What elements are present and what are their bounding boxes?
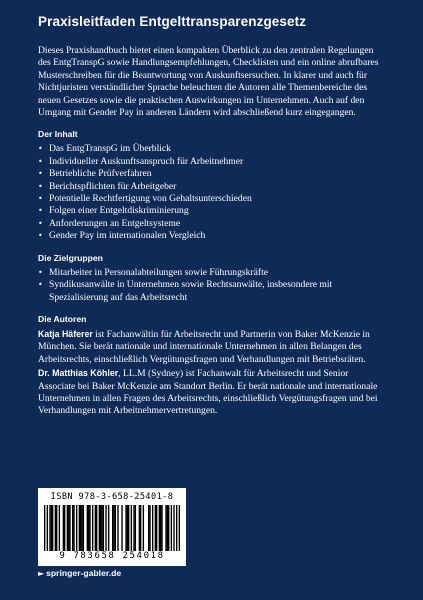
barcode-bar (149, 505, 150, 551)
intro-paragraph: Dieses Praxishandbuch bietet einen kompakten Überblick zu den zentralen Regelungen des EntgTranspG sowie Handlungsempfehlungen, Checklisten und ein online abrufbares Musterschreiben für die Beantwortung von Auskunftsersuchen. In klarer und auch für Nichtjuristen verständlicher Sprache beleuchten die Autoren alle Themenbereiche des neuen Gesetzes sowie die praktischen Auswirkungen im Unternehmen. Auch auf den Umgang mit Gender Pay in anderen Ländern wird abschließend kurz eingegangen. (38, 45, 379, 119)
barcode-bar (179, 505, 180, 551)
barcode-bar (47, 505, 48, 551)
barcode-bar (121, 505, 122, 551)
barcode-bar (44, 505, 45, 551)
barcode-bar (92, 505, 93, 551)
list-item: • Berichtspflichten für Arbeitgeber (38, 181, 387, 193)
barcode-bar (69, 505, 70, 551)
barcode-bar (83, 505, 84, 551)
barcode-bar (140, 505, 141, 551)
barcode-bar (88, 505, 89, 551)
audience-heading: Die Zielgruppen (38, 252, 103, 263)
barcode-bar (117, 505, 118, 551)
list-item: • Gender Pay im internationalen Vergleich (38, 230, 387, 242)
barcode-bar (159, 505, 160, 551)
barcode-bar (115, 505, 116, 551)
barcode-bar (95, 505, 96, 551)
barcode-bar (52, 505, 53, 551)
barcode-bar (51, 505, 52, 551)
barcode-bar (156, 505, 157, 551)
list-item: • Anforderungen an Entgeltsysteme (38, 218, 387, 230)
barcode-bar (160, 505, 161, 551)
barcode-bar (131, 505, 132, 551)
barcode-bars (44, 505, 180, 551)
publisher-link[interactable] (38, 568, 121, 578)
list-item: • Potentielle Rechtfertigung von Gehaltsunterschieden (38, 193, 387, 205)
barcode-bar (128, 505, 129, 551)
barcode-bar (87, 505, 88, 551)
book-title: Praxisleitfaden Entgelttransparenzgesetz (38, 14, 307, 29)
publisher-label: springer-gabler.de (46, 568, 122, 578)
barcode-digits: 9 783658 254018 (59, 551, 165, 561)
list-item: • Betriebliche Prüfverfahren (38, 168, 387, 180)
barcode-bar (99, 505, 100, 551)
contents-list (38, 143, 387, 242)
list-item: • Individueller Auskunftsanspruch für Arbeitnehmer (38, 156, 387, 168)
barcode-bar (59, 505, 60, 551)
barcode-bar (148, 505, 149, 551)
barcode-bar (55, 505, 56, 551)
barcode-bar (49, 505, 50, 551)
audience-list (38, 267, 387, 304)
barcode-bar (72, 505, 73, 551)
barcode-bar (173, 505, 174, 551)
list-item: • Mitarbeiter in Personalabteilungen sowie Führungskräfte (38, 267, 387, 279)
barcode-bar (96, 505, 97, 551)
barcode-bar (161, 505, 162, 551)
barcode-bar (100, 505, 101, 551)
barcode-bar (56, 505, 57, 551)
barcode-bar (133, 505, 134, 551)
barcode-bar (127, 505, 128, 551)
barcode-bar (89, 505, 90, 551)
author-name: Dr. Matthias Köhler (38, 368, 119, 379)
barcode-bar (171, 505, 172, 551)
barcode-bar (143, 505, 144, 551)
barcode-bar (167, 505, 168, 551)
barcode-bar (80, 505, 81, 551)
contents-heading: Der Inhalt (38, 129, 78, 140)
list-item: • Folgen einer Entgeltdiskriminierung (38, 205, 387, 217)
barcode-bar (81, 505, 82, 551)
barcode-bar (105, 505, 106, 551)
barcode-bar (113, 505, 114, 551)
barcode-bar (139, 505, 140, 551)
barcode-bar (165, 505, 166, 551)
barcode-bar (64, 505, 65, 551)
barcode-bar (79, 505, 80, 551)
arrow-right-icon: ► (38, 568, 45, 578)
list-item: • Syndikusanwälte in Unternehmen sowie Rechtsanwälte, insbesondere mit Spezialisierung auf das Arbeitsrecht (38, 279, 387, 304)
barcode-bar (135, 505, 136, 551)
barcode-bar (63, 505, 64, 551)
barcode-bar (101, 505, 102, 551)
barcode-bar (103, 505, 104, 551)
isbn-barcode (38, 488, 186, 566)
barcode-bar (108, 505, 109, 551)
author-description: ist Fachanwältin für Arbeitsrecht und Partnerin von Baker McKenzie in München. Sie berät nationale und internationale Unternehmen in allen Belangen des Arbeitsrechts, einschließlich Vergütungsfragen und Verhandlungen mit Betriebsräten. (38, 328, 370, 365)
barcode-bar (112, 505, 113, 551)
author-name: Katja Häferer (38, 328, 93, 339)
barcode-bar (125, 505, 126, 551)
barcode-bar (155, 505, 156, 551)
barcode-bar (152, 505, 153, 551)
barcode-bar (73, 505, 74, 551)
barcode-bar (67, 505, 68, 551)
barcode-bar (176, 505, 177, 551)
author-bio (38, 328, 387, 366)
barcode-bar (76, 505, 77, 551)
author-description: , LL.M (Sydney) ist Fachanwalt für Arbeitsrecht und Senior Associate bei Baker McKenzie am Standort Berlin. Er berät nationale und internationale Unternehmen in allen Fragen des Arbeitsrechts, einschließlich Vergütungsfragen und bei Verhandlungen mit Arbeitnehmervertretungen. (38, 368, 378, 417)
barcode-bar (168, 505, 169, 551)
barcode-bar (68, 505, 69, 551)
isbn-label: ISBN 978-3-658-25401-8 (50, 492, 174, 502)
authors-heading: Die Autoren (38, 313, 87, 324)
author-bio (38, 367, 387, 418)
list-item: • Das EntgTranspG im Überblick (38, 143, 387, 155)
